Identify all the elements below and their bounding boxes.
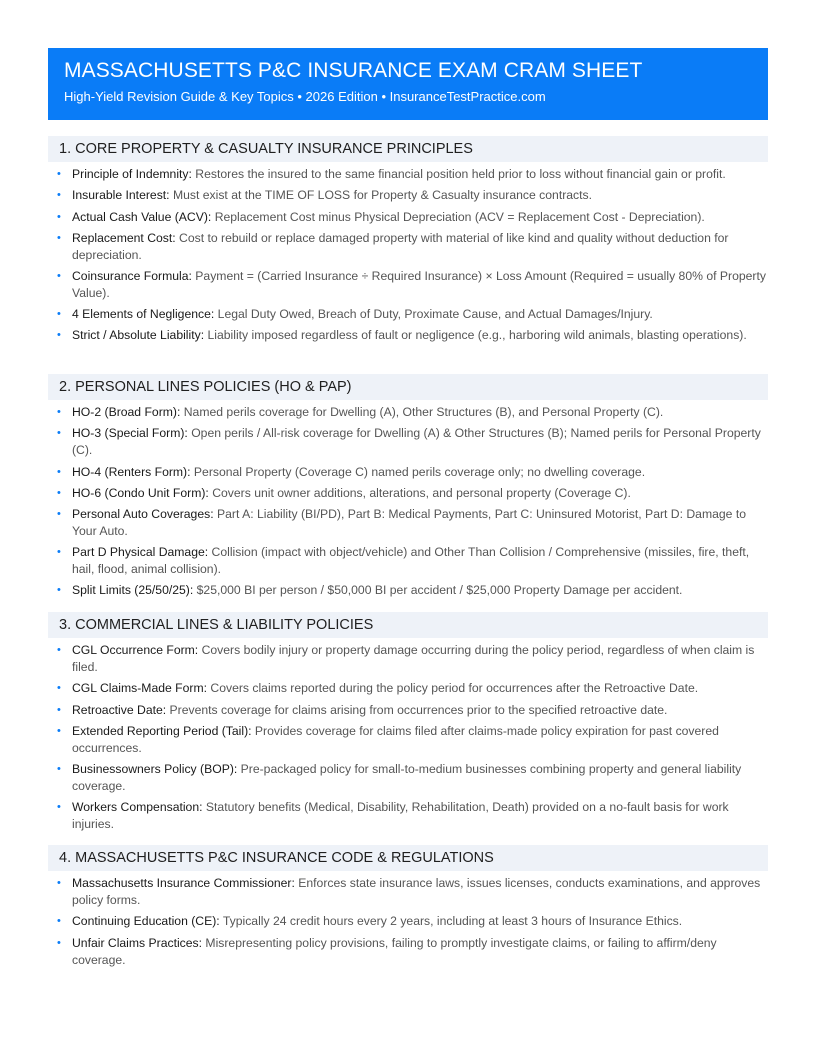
item-term: CGL Claims-Made Form: xyxy=(72,681,207,696)
list-item xyxy=(48,642,768,676)
bullet-icon: • xyxy=(57,546,61,559)
list-item xyxy=(48,268,768,302)
item-description: Restores the insured to the same financial position held prior to loss without financial gain or profit. xyxy=(195,167,726,182)
section-core-principles xyxy=(48,136,768,344)
item-term: Replacement Cost: xyxy=(72,230,176,245)
bullet-icon: • xyxy=(57,406,61,419)
bullet-icon: • xyxy=(57,189,61,202)
item-description: Personal Property (Coverage C) named perils coverage only; no dwelling coverage. xyxy=(193,464,646,479)
list-item xyxy=(48,306,768,323)
section-heading: 3. COMMERCIAL LINES & LIABILITY POLICIES xyxy=(48,612,768,638)
document-subtitle: High-Yield Revision Guide & Key Topics • 2026 Edition • InsuranceTestPractice.com xyxy=(64,89,546,104)
list-item xyxy=(48,799,768,833)
item-description: Cost to rebuild or replace damaged property with material of like kind and quality without deduction for depreciation. xyxy=(72,230,729,262)
item-description: Pre-packaged policy for small-to-medium businesses combining property and general liability coverage. xyxy=(72,761,742,793)
bullet-icon: • xyxy=(57,507,61,520)
item-description: Covers claims reported during the policy period for occurrences after the Retroactive Date. xyxy=(210,681,699,696)
bullet-icon: • xyxy=(57,168,61,181)
item-term: Continuing Education (CE): xyxy=(72,914,220,929)
item-description: Replacement Cost minus Physical Depreciation (ACV = Replacement Cost - Depreciation). xyxy=(214,209,705,224)
bullet-icon: • xyxy=(57,465,61,478)
topic-list xyxy=(48,166,768,344)
bullet-icon: • xyxy=(57,703,61,716)
bullet-icon: • xyxy=(57,427,61,440)
item-term: 4 Elements of Negligence: xyxy=(72,307,215,322)
bullet-icon: • xyxy=(57,762,61,775)
bullet-icon: • xyxy=(57,682,61,695)
item-description: Payment = (Carried Insurance ÷ Required Insurance) × Loss Amount (Required = usually 80% of Property Value). xyxy=(72,268,766,300)
section-heading: 4. MASSACHUSETTS P&C INSURANCE CODE & REGULATIONS xyxy=(48,845,768,871)
item-term: CGL Occurrence Form: xyxy=(72,643,199,658)
list-item xyxy=(48,875,768,909)
item-description: Liability imposed regardless of fault or negligence (e.g., harboring wild animals, blasting operations). xyxy=(207,328,747,343)
item-term: Extended Reporting Period (Tail): xyxy=(72,723,252,738)
item-term: HO-4 (Renters Form): xyxy=(72,464,191,479)
list-item xyxy=(48,913,768,930)
item-term: Retroactive Date: xyxy=(72,702,167,717)
item-term: Unfair Claims Practices: xyxy=(72,935,203,950)
bullet-icon: • xyxy=(57,584,61,597)
list-item xyxy=(48,761,768,795)
bullet-icon: • xyxy=(57,308,61,321)
list-item xyxy=(48,485,768,502)
list-item xyxy=(48,404,768,421)
item-term: Part D Physical Damage: xyxy=(72,545,209,560)
item-term: Strict / Absolute Liability: xyxy=(72,328,205,343)
topic-list xyxy=(48,404,768,599)
item-description: Covers unit owner additions, alterations, and personal property (Coverage C). xyxy=(212,485,631,500)
item-term: Personal Auto Coverages: xyxy=(72,506,214,521)
bullet-icon: • xyxy=(57,915,61,928)
item-term: Businessowners Policy (BOP): xyxy=(72,761,238,776)
item-description: Enforces state insurance laws, issues licenses, conducts examinations, and approves policy forms. xyxy=(72,876,761,908)
item-description: Covers bodily injury or property damage occurring during the policy period, regardless of when claim is filed. xyxy=(72,643,755,675)
list-item xyxy=(48,544,768,578)
item-description: Legal Duty Owed, Breach of Duty, Proximate Cause, and Actual Damages/Injury. xyxy=(217,307,653,322)
list-item xyxy=(48,425,768,459)
item-term: Massachusetts Insurance Commissioner: xyxy=(72,876,295,891)
list-item xyxy=(48,166,768,183)
item-term: Workers Compensation: xyxy=(72,800,203,815)
item-term: Insurable Interest: xyxy=(72,188,170,203)
item-term: Coinsurance Formula: xyxy=(72,268,192,283)
item-description: Must exist at the TIME OF LOSS for Property & Casualty insurance contracts. xyxy=(172,188,592,203)
list-item xyxy=(48,327,768,344)
bullet-icon: • xyxy=(57,269,61,282)
list-item xyxy=(48,702,768,719)
bullet-icon: • xyxy=(57,486,61,499)
document-header xyxy=(48,48,768,120)
section-commercial-lines xyxy=(48,612,768,833)
list-item xyxy=(48,582,768,599)
bullet-icon: • xyxy=(57,329,61,342)
list-item xyxy=(48,506,768,540)
item-term: Split Limits (25/50/25): xyxy=(72,583,194,598)
document-title: MASSACHUSETTS P&C INSURANCE EXAM CRAM SHEET xyxy=(64,59,643,82)
list-item xyxy=(48,935,768,969)
list-item xyxy=(48,209,768,226)
item-description: Open perils / All-risk coverage for Dwelling (A) & Other Structures (B); Named perils for Personal Property (C). xyxy=(72,426,761,458)
list-item xyxy=(48,464,768,481)
item-term: HO-3 (Special Form): xyxy=(72,426,188,441)
bullet-icon: • xyxy=(57,877,61,890)
section-personal-lines xyxy=(48,374,768,599)
item-term: HO-6 (Condo Unit Form): xyxy=(72,485,209,500)
item-description: Provides coverage for claims filed after claims-made policy expiration for past covered occurrences. xyxy=(72,723,719,755)
bullet-icon: • xyxy=(57,644,61,657)
item-description: Misrepresenting policy provisions, failing to promptly investigate claims, or failing to affirm/deny coverage. xyxy=(72,935,717,967)
item-term: Actual Cash Value (ACV): xyxy=(72,209,212,224)
item-description: $25,000 BI per person / $50,000 BI per accident / $25,000 Property Damage per accident. xyxy=(196,583,683,598)
bullet-icon: • xyxy=(57,801,61,814)
bullet-icon: • xyxy=(57,210,61,223)
bullet-icon: • xyxy=(57,724,61,737)
item-term: HO-2 (Broad Form): xyxy=(72,405,181,420)
item-description: Prevents coverage for claims arising from occurrences prior to the specified retroactive date. xyxy=(169,702,668,717)
section-heading: 2. PERSONAL LINES POLICIES (HO & PAP) xyxy=(48,374,768,400)
item-description: Statutory benefits (Medical, Disability, Rehabilitation, Death) provided on a no-fault basis for work injuries. xyxy=(72,800,729,832)
bullet-icon: • xyxy=(57,936,61,949)
list-item xyxy=(48,680,768,697)
item-description: Part A: Liability (BI/PD), Part B: Medical Payments, Part C: Uninsured Motorist, Part D: Damage to Your Auto. xyxy=(72,506,746,538)
item-description: Typically 24 credit hours every 2 years, including at least 3 hours of Insurance Ethics. xyxy=(222,914,683,929)
topic-list xyxy=(48,875,768,968)
topic-list xyxy=(48,642,768,833)
list-item xyxy=(48,230,768,264)
item-description: Collision (impact with object/vehicle) and Other Than Collision / Comprehensive (missiles, fire, theft, hail, flood, animal collision). xyxy=(72,545,750,577)
item-description: Named perils coverage for Dwelling (A), Other Structures (B), and Personal Property (C). xyxy=(183,405,664,420)
section-heading: 1. CORE PROPERTY & CASUALTY INSURANCE PRINCIPLES xyxy=(48,136,768,162)
list-item xyxy=(48,723,768,757)
bullet-icon: • xyxy=(57,231,61,244)
list-item xyxy=(48,187,768,204)
item-term: Principle of Indemnity: xyxy=(72,167,192,182)
section-ma-regulations xyxy=(48,845,768,969)
